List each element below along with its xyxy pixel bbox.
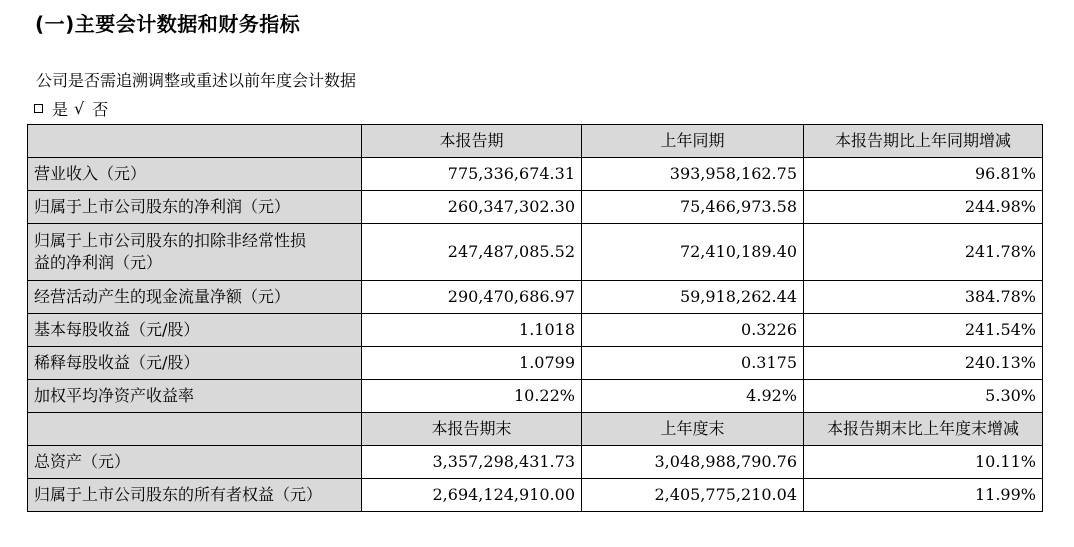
current-value: 3,357,298,431.73: [362, 446, 582, 479]
header-period-end: 本报告期末: [362, 413, 582, 446]
choice-yes-label: 是: [52, 100, 69, 119]
header-change-period: 本报告期比上年同期增减: [804, 125, 1043, 158]
table-row: [28, 281, 1043, 314]
row-label-line2: 益的净利润（元）: [34, 253, 163, 272]
current-value: 290,470,686.97: [362, 281, 582, 314]
current-value: 247,487,085.52: [362, 224, 582, 281]
prior-value: 3,048,988,790.76: [582, 446, 804, 479]
prior-value: 4.92%: [582, 380, 804, 413]
current-value: 2,694,124,910.00: [362, 479, 582, 512]
prior-value: 393,958,162.75: [582, 158, 804, 191]
current-value: 1.1018: [362, 314, 582, 347]
table-row: [28, 380, 1043, 413]
table-row: [28, 314, 1043, 347]
restatement-question: 公司是否需追溯调整或重述以前年度会计数据: [36, 71, 357, 90]
change-value: 10.11%: [804, 446, 1043, 479]
row-label: 加权平均净资产收益率: [28, 380, 362, 413]
table-header-row-period: [28, 125, 1043, 158]
choice-no-label: 否: [92, 100, 109, 119]
row-label: 稀释每股收益（元/股）: [28, 347, 362, 380]
header-change-end: 本报告期末比上年度末增减: [804, 413, 1043, 446]
row-label: 总资产（元）: [28, 446, 362, 479]
row-label: 营业收入（元）: [28, 158, 362, 191]
prior-value: 0.3175: [582, 347, 804, 380]
table-row: [28, 347, 1043, 380]
table-row: [28, 191, 1043, 224]
current-value: 10.22%: [362, 380, 582, 413]
header-prior-period: 上年同期: [582, 125, 804, 158]
change-value: 241.54%: [804, 314, 1043, 347]
table-row: [28, 158, 1043, 191]
section-heading: (一)主要会计数据和财务指标: [35, 12, 301, 36]
current-value: 1.0799: [362, 347, 582, 380]
current-value: 260,347,302.30: [362, 191, 582, 224]
prior-value: 72,410,189.40: [582, 224, 804, 281]
row-label: 经营活动产生的现金流量净额（元）: [28, 281, 362, 314]
table-row: [28, 224, 1043, 281]
header-corner-cell: [28, 125, 362, 158]
row-label: 基本每股收益（元/股）: [28, 314, 362, 347]
header-current-period: 本报告期: [362, 125, 582, 158]
prior-value: 2,405,775,210.04: [582, 479, 804, 512]
row-label-line1: 归属于上市公司股东的扣除非经常性损: [34, 231, 307, 250]
change-value: 241.78%: [804, 224, 1043, 281]
prior-value: 75,466,973.58: [582, 191, 804, 224]
financial-data-table: [27, 124, 1043, 512]
table-header-row-end: [28, 413, 1043, 446]
change-value: 11.99%: [804, 479, 1043, 512]
prior-value: 59,918,262.44: [582, 281, 804, 314]
change-value: 244.98%: [804, 191, 1043, 224]
row-label: [28, 224, 362, 281]
checkmark-icon: √: [74, 99, 85, 118]
prior-value: 0.3226: [582, 314, 804, 347]
header-prior-year-end: 上年度末: [582, 413, 804, 446]
table-row: [28, 479, 1043, 512]
change-value: 240.13%: [804, 347, 1043, 380]
row-label: 归属于上市公司股东的所有者权益（元）: [28, 479, 362, 512]
change-value: 96.81%: [804, 158, 1043, 191]
current-value: 775,336,674.31: [362, 158, 582, 191]
restatement-choice: [34, 97, 114, 120]
row-label: 归属于上市公司股东的净利润（元）: [28, 191, 362, 224]
table-row: [28, 446, 1043, 479]
unchecked-box-icon: [34, 104, 43, 113]
change-value: 5.30%: [804, 380, 1043, 413]
header-corner-cell: [28, 413, 362, 446]
change-value: 384.78%: [804, 281, 1043, 314]
